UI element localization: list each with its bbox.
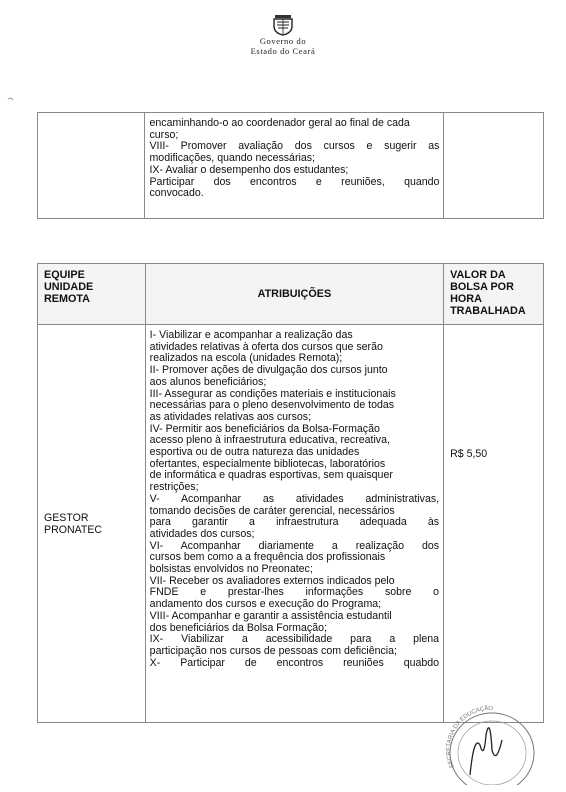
header-team-line: REMOTA [44, 293, 90, 305]
duty-line: esportiva ou de outra natureza das unidades [149, 446, 360, 459]
duty-line: IX- Viabilizar a acessibilidade para a plena [149, 633, 440, 646]
header-value-line: TRABALHADA [450, 305, 526, 317]
duty-line: de informática e quadras esportivas, sem quaisquer [149, 469, 393, 482]
government-line: Governo do [259, 36, 307, 46]
table-row [38, 325, 544, 723]
duty-line: bolsistas envolvidos no Preonatec; [149, 563, 313, 576]
remote-unit-table [37, 263, 544, 723]
header-value [444, 264, 544, 325]
duties-cell [145, 113, 444, 219]
duty-line: participação nos cursos de pessoas com deficiência; [149, 644, 397, 657]
duty-line: acesso pleno à infraestrutura educativa, recreativa, [149, 434, 390, 447]
header-team [38, 264, 146, 325]
role-line: GESTOR [44, 511, 89, 524]
duty-line: VIII- Promover avaliação dos cursos e sugerir as [149, 140, 440, 153]
hourly-value: R$ 5,50 [450, 448, 488, 460]
header-value-line: HORA [450, 293, 482, 305]
role-cell [38, 325, 146, 723]
duty-line: curso; [149, 128, 179, 141]
duty-line: FNDE e prestar-lhes informações sobre o [149, 586, 440, 599]
state-crest-icon [270, 14, 296, 36]
duty-line: convocado. [149, 187, 204, 200]
duty-line: atividades relativas à oferta dos cursos que serão [149, 340, 383, 353]
duty-line: VI- Acompanhar diariamente a realização dos [149, 539, 440, 552]
duties-text [146, 325, 443, 669]
duty-line: realizados na escola (unidades Remota); [149, 352, 343, 365]
duty-line: V- Acompanhar as atividades administrativas, [149, 492, 440, 505]
duty-line: necessárias para o pleno desenvolvimento de todas [149, 399, 395, 412]
stamp-text: SECRETARIA DA EDUCAÇÃO [446, 705, 494, 769]
duty-line: modificações, quando necessárias; [149, 152, 315, 165]
duty-line: tomando decisões de caráter gerencial, necessários [149, 504, 395, 517]
header-duties: ATRIBUIÇÕES [145, 264, 443, 325]
duty-line: para garantir a infraestrutura adequada às [149, 516, 440, 529]
empty-cell-right [444, 113, 544, 219]
duty-line: III- Assegurar as condições materiais e institucionais [149, 387, 396, 400]
document-header [0, 14, 566, 56]
duty-line: X- Participar de encontros reuniões quabdo [149, 656, 440, 669]
duty-line: aos alunos beneficiários; [149, 375, 267, 388]
duty-line: dos beneficiários da Bolsa Formação; [149, 621, 327, 634]
duty-line: as atividades relativas aos cursos; [149, 410, 312, 423]
duties-cell [145, 325, 443, 723]
margin-mark-icon [6, 96, 16, 106]
duties-text [145, 113, 443, 200]
duty-line: Participar dos encontros e reuniões, quando [149, 175, 440, 188]
header-team-line: UNIDADE [44, 281, 94, 293]
empty-cell-left [38, 113, 145, 219]
header-team-line: EQUIPE [44, 269, 85, 281]
duty-line: cursos bem como a a frequência dos profissionais [149, 551, 386, 564]
official-stamp-icon [440, 705, 540, 785]
duty-line: VIII- Acompanhar e garantir a assistência estudantil [149, 609, 392, 622]
duty-line: VII- Receber os avaliadores externos indicados pelo [149, 574, 395, 587]
duty-line: encaminhando-o ao coordenador geral ao final de cada [149, 117, 410, 129]
table-header-row [38, 264, 544, 325]
continuation-table [37, 112, 544, 219]
state-line: Estado do Ceará [250, 46, 316, 56]
duty-line: I- Viabilizar e acompanhar a realização das [149, 329, 353, 341]
duty-line: ofertantes, especialmente bibliotecas, laboratórios [149, 457, 386, 470]
header-value-line: VALOR DA [450, 269, 506, 281]
role-line: PRONATEC [44, 523, 103, 536]
value-cell [444, 325, 544, 723]
duty-line: IV- Permitir aos beneficiários da Bolsa-Formação [149, 422, 380, 435]
duty-line: andamento dos cursos e execução do Programa; [149, 598, 382, 611]
duty-line: II- Promover ações de divulgação dos cursos junto [149, 364, 388, 377]
duty-line: restrições; [149, 481, 199, 494]
duty-line: IX- Avaliar o desempenho dos estudantes; [149, 163, 349, 176]
duty-line: atividades dos cursos; [149, 527, 255, 540]
header-value-line: BOLSA POR [450, 281, 514, 293]
